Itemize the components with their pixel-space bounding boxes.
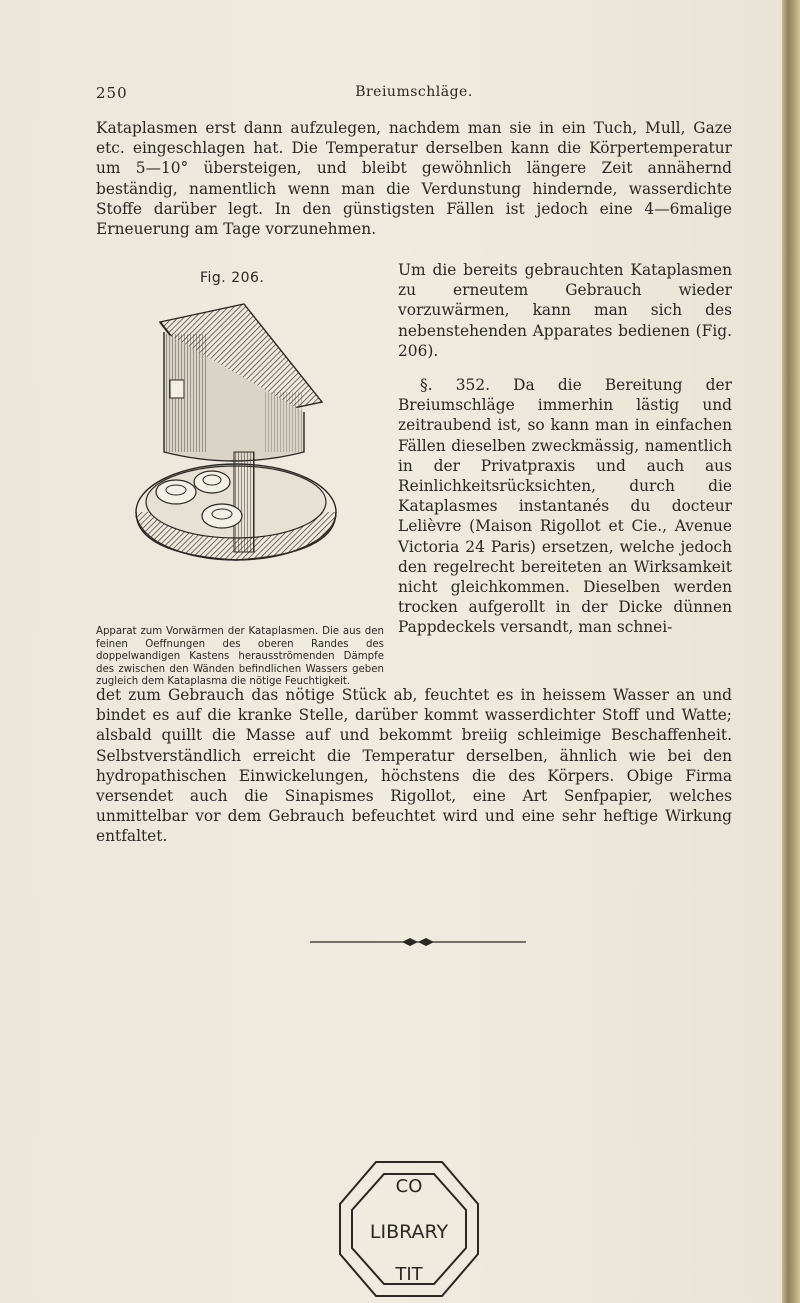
paragraph-3-column: §. 352. Da die Bereitung der Breiumschläge immerhin lästig und zeitraubend ist, so kann man in einfachen Fällen dieselben zweckmässig, namentlich in der Privatpraxis und auch aus Reinlichkeitsrücksichten, durch die Kataplasmes instantanés du docteur Lelièvre (Maison Rigollot et Cie., Avenue Victoria 24 Paris) ersetzen, welche jedoch den regelrecht bereiteten an Wirksamkeit nicht gleichkommen. Dieselben werden trocken aufgerollt in der Dicke dünnen Pappdeckels versandt, man schnei- bbox=[398, 376, 732, 637]
stamp-top-text: CO bbox=[395, 1176, 423, 1197]
figure-caption: Apparat zum Vorwärmen der Kataplasmen. Die aus den feinen Oeffnungen des oberen Randes des doppelwandigen Kastens herausströmenden Dämpfe des zwischen den Wänden befindlichen Wassers geben zugleich dem Kataplasma die nötige Feuchtigkeit. bbox=[96, 626, 384, 688]
library-stamp bbox=[334, 1156, 484, 1302]
burner-icon bbox=[156, 480, 196, 504]
text-column-right bbox=[398, 260, 732, 638]
page-number: 250 bbox=[96, 84, 128, 102]
book-binding-edge bbox=[782, 0, 800, 1303]
burner-icon bbox=[202, 504, 242, 528]
warming-apparatus-illustration bbox=[124, 292, 354, 622]
paragraph-3-continued: det zum Gebrauch das nötige Stück ab, feuchtet es in heissem Wasser an und bindet es auf die kranke Stelle, darüber kommt wasserdichter Stoff und Watte; alsbald quillt die Masse auf und bekommt breiig schleimige Beschaffenheit. Selbstverständlich erreicht die Temperatur derselben, ähnlich wie bei den hydropathischen Einwickelungen, höchstens die des Körpers. Obige Firma versendet auch die Sinapismes Rigollot, eine Art Senfpapier, welches unmittelbar vor dem Gebrauch befeuchtet wird und eine sehr heftige Wirkung entfaltet. bbox=[96, 686, 732, 846]
running-head: Breiumschläge. bbox=[355, 84, 473, 100]
stamp-bottom-text: TIT bbox=[395, 1264, 423, 1285]
stamp-center-text: LIBRARY bbox=[369, 1221, 449, 1243]
burner-icon bbox=[194, 471, 230, 493]
figure-label: Fig. 206. bbox=[200, 270, 265, 286]
ornament-divider bbox=[310, 936, 526, 948]
paragraph-1: Kataplasmen erst dann aufzulegen, nachdem man sie in ein Tuch, Mull, Gaze etc. eingeschlagen hat. Die Temperatur derselben kann die Körpertemperatur um 5—10° übersteigen, und bleibt gewöhnlich längere Zeit annähernd beständig, namentlich wenn man die Verdunstung hindernde, wasserdichte Stoffe darüber legt. In den günstigsten Fällen ist jedoch eine 4—6malige Erneuerung am Tage vorzunehmen. bbox=[96, 119, 732, 239]
page-header bbox=[96, 84, 732, 106]
paragraph-2: Um die bereits gebrauchten Kataplasmen zu erneutem Gebrauch wieder vorzuwärmen, kann man sich des nebenstehenden Apparates bedienen (Fig. 206). bbox=[398, 261, 732, 360]
